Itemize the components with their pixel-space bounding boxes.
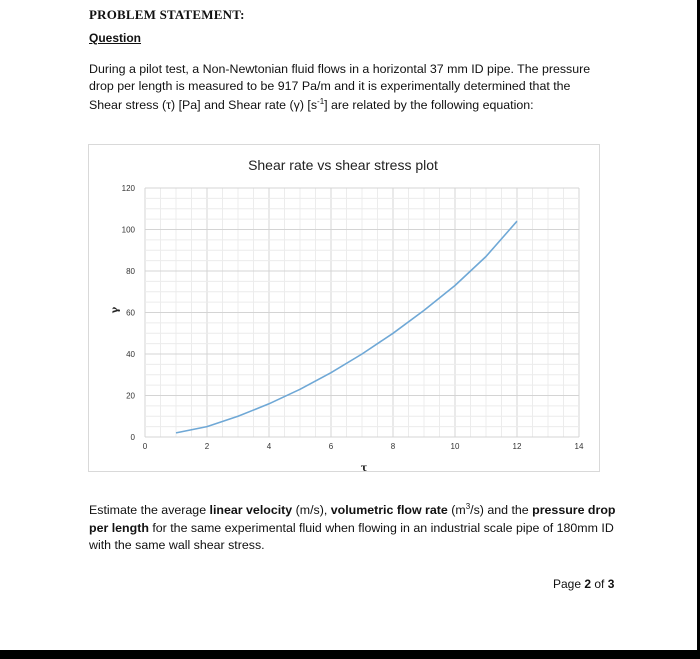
y-tick-label: 100	[121, 225, 135, 235]
x-tick-label: 14	[574, 442, 584, 451]
paragraph-line-3-end: ] are related by the following equation:	[324, 98, 534, 113]
y-tick-label: 80	[126, 267, 135, 276]
paragraph-line-3-unit: ) [s	[299, 98, 318, 113]
x-tick-label: 12	[512, 442, 522, 451]
paragraph-line-3	[89, 94, 619, 114]
page-middle: of	[591, 577, 608, 591]
x-axis-label: τ	[360, 463, 368, 471]
task-text-3: (m	[447, 503, 466, 518]
page-prefix: Page	[553, 577, 585, 591]
problem-statement-heading: PROBLEM STATEMENT:	[89, 7, 245, 22]
chart-title: Shear rate vs shear stress plot	[248, 157, 438, 173]
y-tick-label: 20	[126, 391, 135, 401]
page-current: 2	[584, 577, 592, 591]
task-text-5: for the same experimental fluid when flowing in an industrial scale pipe of 180mm ID with the same wall shear stress.	[89, 520, 614, 553]
gamma-dot-symbol: γ	[293, 98, 300, 113]
x-tick-label: 2	[204, 442, 210, 451]
task-pressure-drop: pressure drop per length	[89, 503, 616, 535]
task-cubic-exponent: 3	[465, 502, 471, 511]
page-number	[553, 577, 614, 591]
page-total: 3	[607, 577, 615, 591]
task-linear-velocity: linear velocity	[209, 503, 293, 518]
x-tick-label: 6	[328, 442, 334, 451]
x-tick-label: 4	[266, 442, 272, 451]
x-tick-label: 10	[450, 442, 460, 451]
x-tick-label: 8	[390, 442, 396, 451]
shear-rate-chart	[88, 144, 600, 472]
y-axis-label: γ	[110, 306, 121, 314]
question-subheading: Question	[89, 31, 142, 45]
problem-paragraph	[89, 61, 619, 114]
unit-exponent: -1	[317, 97, 325, 106]
paragraph-line-3-start: Shear stress (τ) [Pa] and Shear rate (	[89, 98, 294, 113]
y-tick-label: 60	[126, 308, 135, 318]
paragraph-line-2: drop per length is measured to be 917 Pa/m and it is experimentally determined that the	[89, 78, 571, 93]
y-tick-label: 0	[130, 433, 135, 442]
task-text-2: (m/s),	[292, 503, 331, 518]
task-text-4: /s) and the	[470, 503, 533, 518]
task-text-1: Estimate the average	[89, 503, 210, 518]
y-tick-label: 40	[126, 350, 135, 359]
x-tick-label: 0	[142, 442, 148, 451]
task-paragraph	[89, 498, 619, 555]
task-volumetric-flow-rate: volumetric flow rate	[330, 503, 448, 518]
paragraph-line-1: During a pilot test, a Non-Newtonian fluid flows in a horizontal 37 mm ID pipe. The pressure	[89, 62, 591, 76]
y-tick-label: 120	[121, 184, 135, 193]
